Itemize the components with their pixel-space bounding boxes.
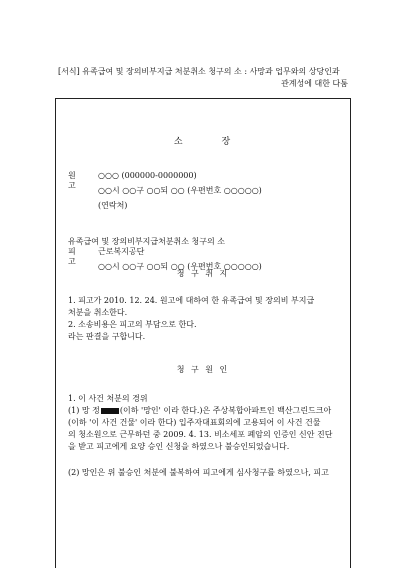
grounds-paragraph-1-line-4: 을 받고 피고에게 요양 승인 신청을 하였으나 불승인되었습니다. [68, 442, 290, 451]
grounds-paragraph-2: (2) 망인은 위 불승인 처분에 불복하여 피고에게 심사청구를 하였으나, 피고 [68, 468, 329, 477]
grounds-paragraph-1-line-2: (이하 '이 사건 건물' 이라 한다) 입주자대표회의에 고용되어 이 사건 건물 [68, 418, 321, 427]
case-title: 유족급여 및 장의비부지급처분취소 청구의 소 [68, 237, 226, 246]
plaintiff-name: ○○○ (000000-0000000) [98, 171, 197, 180]
header-note-line2: 관계성에 대한 다툼 [281, 79, 348, 88]
grounds-subheading-1: 1. 이 사건 처분의 경위 [68, 394, 148, 403]
claim-item-1-line-1: 1. 피고가 2010. 12. 24. 원고에 대하여 한 유족급여 및 장의비 부지급 [68, 296, 315, 305]
claim-body [68, 295, 338, 343]
defendant-label: 피고 [68, 247, 76, 266]
redacted-name [101, 408, 119, 414]
defendant-address: ○○시 ○○구 ○○되 ○○ (우편번호 ○○○○○) [98, 262, 262, 271]
plaintiff-label: 원고 [68, 171, 76, 190]
grounds-paragraph-1: (1) 망 정 (이하 '망인' 이라 한다.)은 주상복합아파트인 백산그린드크아 [68, 406, 332, 415]
header-note-line1: [서식] 유족급여 및 장의비부지급 처분취소 청구의 소 : 사망과 업무와의 상당인과 [58, 67, 340, 76]
claim-item-2: 2. 소송비용은 피고의 부담으로 한다. [68, 320, 197, 329]
complaint-title [64, 137, 342, 148]
title-char-1: 소 [173, 137, 185, 147]
grounds-paragraph-1-line-3: 의 청소원으로 근무하던 중 2009. 4. 13. 비소세포 폐암의 인증인 신안 진단 [68, 430, 333, 439]
plaintiff-address: ○○시 ○○구 ○○되 ○○ (우편번호 ○○○○○) [98, 186, 262, 195]
plaintiff-contact: (연락처) [98, 201, 128, 210]
claim-item-1-line-2: 처분을 취소한다. [68, 308, 128, 317]
form-header-note [58, 66, 348, 90]
title-char-2: 장 [221, 137, 233, 147]
complaint-document [55, 98, 351, 568]
claim-closing: 라는 판결을 구합니다. [68, 332, 146, 341]
grounds-heading: 청 구 원 인 [176, 365, 230, 374]
claim-heading: 청 구 취 지 [176, 269, 230, 278]
plaintiff-block [68, 171, 338, 216]
grounds-body [68, 393, 338, 479]
defendant-name: 근로복지공단 [98, 247, 145, 256]
